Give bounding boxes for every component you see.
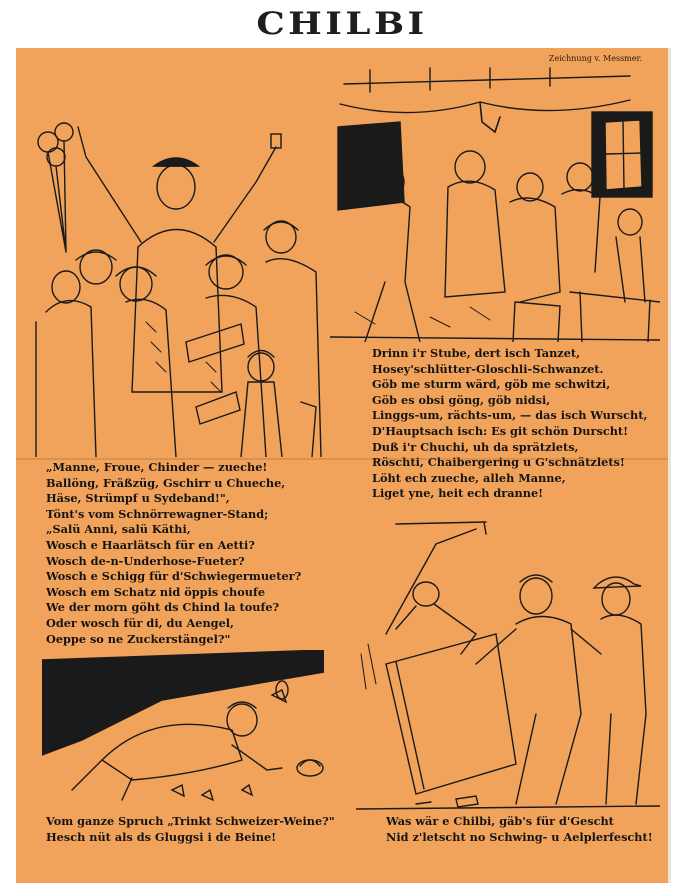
verse-line: Linggs-um, rächts-um, — das isch Wurscht, [372,408,648,423]
verse-line: „Manne, Froue, Chinder — zueche! [46,460,268,474]
caption-drunk [46,814,335,845]
caption-line: Vom ganze Spruch „Trinkt Schweizer-Weine?" [46,814,335,828]
verse-line: Ballöng, Fräßzüg, Gschirr u Chueche, [46,475,286,490]
tavern-dance-illustration [330,62,660,342]
drunk-man-illustration [42,650,324,802]
caption-brawl [386,814,653,845]
verse-line: Röschti, Chaibergering u G'schnätzlets! [372,455,625,470]
verse-line: Göb me sturm wärd, göb me schwitzi, [372,377,611,392]
verse-line: Oder wosch für di, du Aengel, [46,615,234,630]
verse-dance [372,346,647,502]
verse-line: Wosch de-n-Underhose-Fueter? [46,553,245,568]
verse-line: Wosch em Schatz nid öppis choufe [46,584,266,599]
verse-line: Liget yne, heit ech dranne! [372,486,544,501]
poster-sheet [16,48,671,883]
verse-line: Häse, Strümpf u Sydeband!", [46,491,230,506]
brawl-illustration [356,514,660,814]
verse-line: Drinn i'r Stube, dert isch Tanzet, [372,346,581,360]
verse-line: D'Hauptsach isch: Es git schön Durscht! [372,423,629,438]
verse-line: Duß i'r Chuchi, uh da sprätzlets, [372,439,579,454]
verse-line: Tönt's vom Schnörrewagner-Stand; [46,506,269,521]
page-title: CHILBI [256,6,428,42]
caption-line: Hesch nüt als ds Gluggsi i de Beine! [46,829,277,844]
caption-line: Was wär e Chilbi, gäb's für d'Gescht [386,814,614,828]
caption-line: Nid z'letscht no Schwing- u Aelplerfescht! [386,829,653,844]
verse-line: Wosch e Schigg für d'Schwiegermueter? [46,569,302,584]
verse-line: Oeppe so ne Zuckerstängel?" [46,631,231,646]
verse-vendor [46,460,301,647]
fair-crowd-illustration [26,62,326,457]
verse-line: Wosch e Haarlätsch für en Aetti? [46,537,255,552]
verse-line: Göb es obsi göng, göb nidsi, [372,392,551,407]
verse-line: Hosey'schlütter-Gloschli-Schwanzet. [372,361,604,376]
verse-line: Löht ech zueche, alleh Manne, [372,470,566,485]
verse-line: „Salü Anni, salü Käthi, [46,522,191,537]
verse-line: We der morn göht ds Chind la toufe? [46,600,280,615]
illustrator-credit: Zeichnung v. Messmer. [548,54,642,63]
